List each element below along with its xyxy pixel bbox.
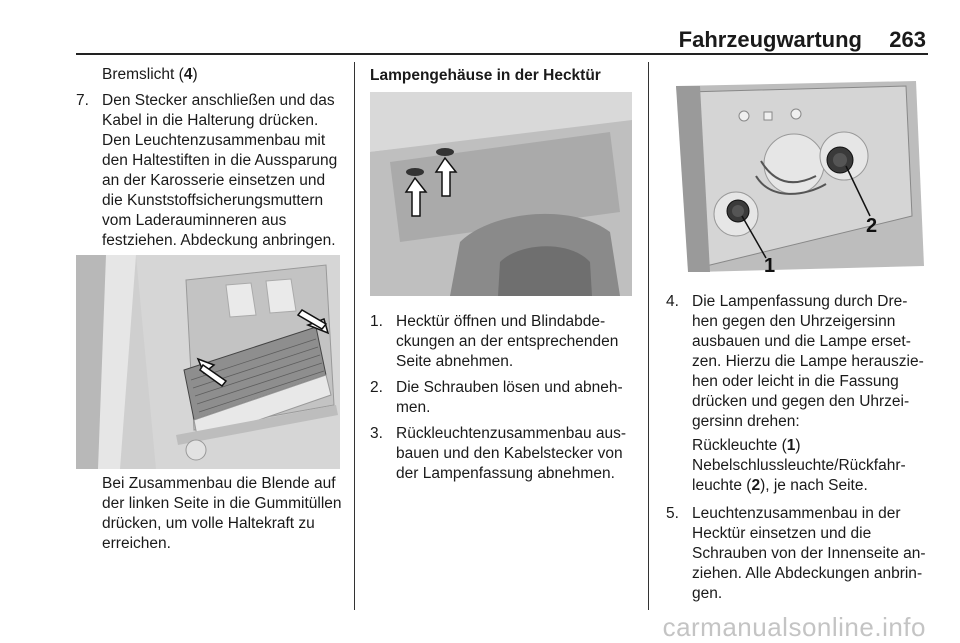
sub-item-fog-reverse-light: Nebelschlussleuchte/Rückfahrleuchte (2), je nach Seite. [692, 457, 906, 494]
page-number: 263 [889, 27, 926, 52]
step-number: 5. [666, 505, 679, 522]
watermark: carmanualsonline.info [662, 612, 926, 642]
figure-lamp-housing [666, 66, 928, 278]
callout-label-1: 1 [764, 255, 776, 277]
step-text: Hecktür öffnen und Blindabdeckungen an der entsprechenden Seite abnehmen. [396, 313, 619, 370]
lamp-housing-illustration [666, 66, 928, 278]
step-number: 4. [666, 293, 679, 310]
step-number: 3. [370, 425, 383, 442]
column-3-steps [666, 292, 928, 610]
step-4 [666, 292, 928, 432]
step-text: Rückleuchtenzusammenbau ausbauen und den Kabelstecker von der Lampenfassung abnehmen. [396, 425, 627, 482]
step-1 [370, 312, 636, 372]
page-header [76, 27, 926, 53]
column-2-heading [370, 66, 634, 86]
column-divider-2 [648, 62, 649, 610]
step-number: 1. [370, 313, 383, 330]
step-number: 2. [370, 379, 383, 396]
section-heading: Lampengehäuse in der Hecktür [370, 67, 601, 84]
step-3 [370, 424, 636, 484]
step-text: Den Stecker anschließen und das Kabel in die Halterung drücken. Den Leuchtenzusammenbau mit den Haltestiften in die Aussparung an der Karosserie einsetzen und die Kunststoffsicherungsmuttern vom Laderauminneren aus festziehen. Abdeckung anbringen. [102, 92, 338, 249]
sub-item-rear-light: Rückleuchte (1) [692, 437, 801, 454]
step-2 [370, 378, 636, 418]
header-rule [76, 53, 928, 55]
figure-tailgate [370, 92, 632, 296]
tailgate-illustration [370, 92, 632, 296]
trim-panel-illustration [76, 255, 340, 469]
figure-trim-panel [76, 255, 340, 469]
step-text: Die Lampenfassung durch Drehen gegen den Uhrzeigersinn ausbauen und die Lampe ersetzen. Hierzu die Lampe herausziehen oder leicht in die Fassung drücken und gegen den Uhrzeigersinn drehen: [692, 293, 924, 430]
column-1 [76, 65, 342, 257]
note-text: Bei Zusammenbau die Blende auf der linken Seite in die Gummitüllen drücken, um volle Haltekraft zu erreichen. [102, 475, 342, 552]
step-7 [76, 91, 342, 251]
column-2-steps [370, 312, 636, 490]
intro-line: Bremslicht (4) [102, 66, 198, 83]
column-divider-1 [354, 62, 355, 610]
step-5 [666, 504, 928, 604]
step-text: Leuchtenzusammenbau in der Hecktür einsetzen und die Schrauben von der Innenseite anziehen. Alle Abdeckungen anbringen. [692, 505, 926, 602]
callout-label-2: 2 [866, 215, 878, 237]
page-title: Fahrzeugwartung [678, 27, 862, 52]
step-text: Die Schrauben lösen und abnehmen. [396, 379, 623, 416]
step-number: 7. [76, 92, 89, 109]
figure-note [102, 474, 342, 554]
